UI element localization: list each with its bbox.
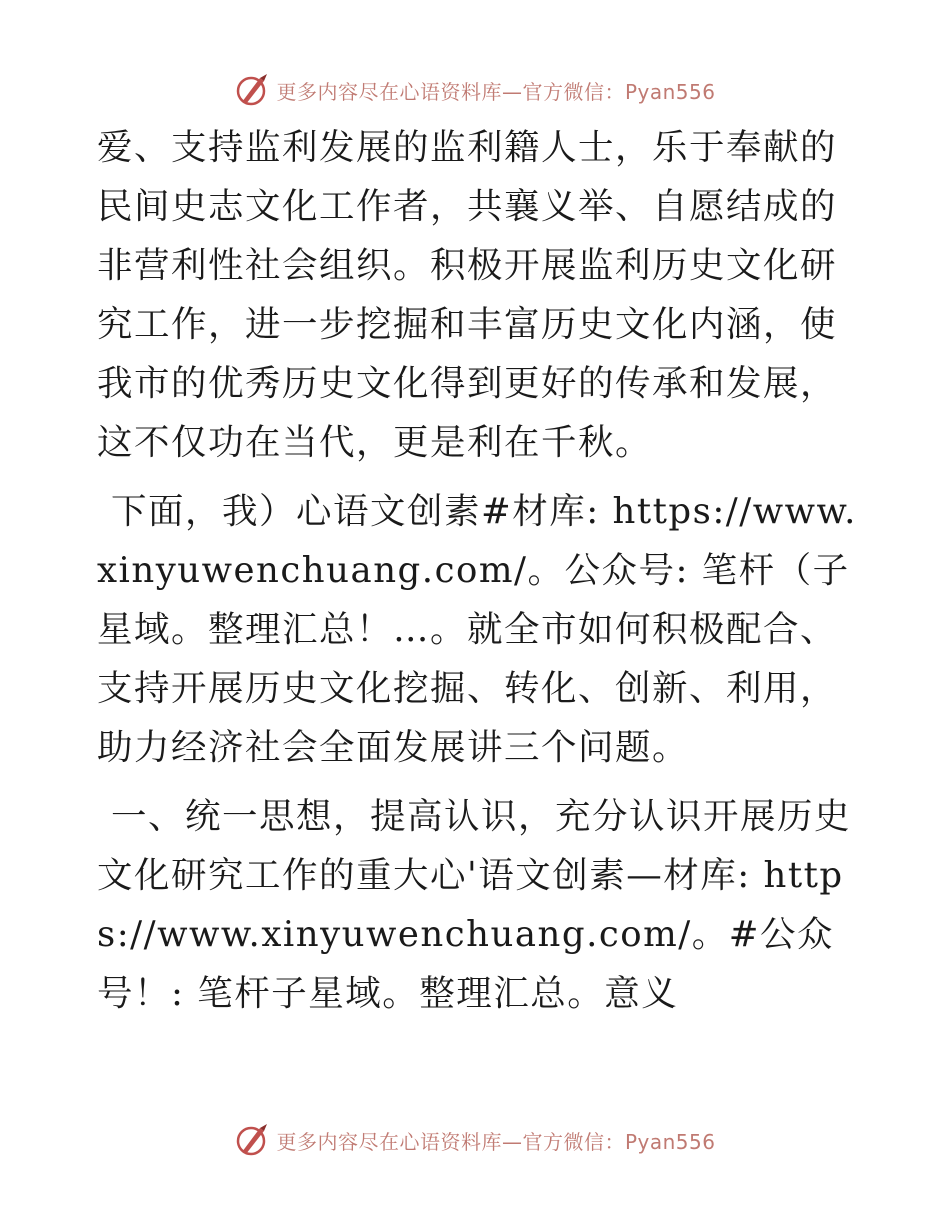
footer-banner	[0, 1120, 950, 1160]
header-banner	[0, 70, 950, 110]
quill-pen-logo-icon	[234, 1122, 270, 1158]
paragraph-2: 下面，我）心语文创素#材库: https://www.xinyuwenchuang.com/。公众号: 笔杆（子星域。整理汇总！…。就全市如何积极配合、支持开展历史文化挖掘、转化、创新、利用，助力经济社会全面发展讲三个问题。	[97, 491, 857, 768]
paragraph-3: 一、统一思想，提高认识，充分认识开展历史文化研究工作的重大心'语文创素—材库: https://www.xinyuwenchuang.com/。#公众号！: 笔杆子星域。整理汇总。意义	[97, 796, 852, 1014]
header-banner-text: 更多内容尽在心语资料库—官方微信：Pyan556	[276, 79, 716, 104]
footer-banner-text: 更多内容尽在心语资料库—官方微信：Pyan556	[276, 1129, 716, 1154]
paragraph-1: 爱、支持监利发展的监利籍人士，乐于奉献的民间史志文化工作者，共襄义举、自愿结成的非营利性社会组织。积极开展监利历史文化研究工作，进一步挖掘和丰富历史文化内涵，使我市的优秀历史文化得到更好的传承和发展，这不仅功在当代，更是利在千秋。	[97, 127, 838, 463]
document-body	[97, 118, 857, 1023]
quill-pen-logo-icon	[234, 72, 270, 108]
